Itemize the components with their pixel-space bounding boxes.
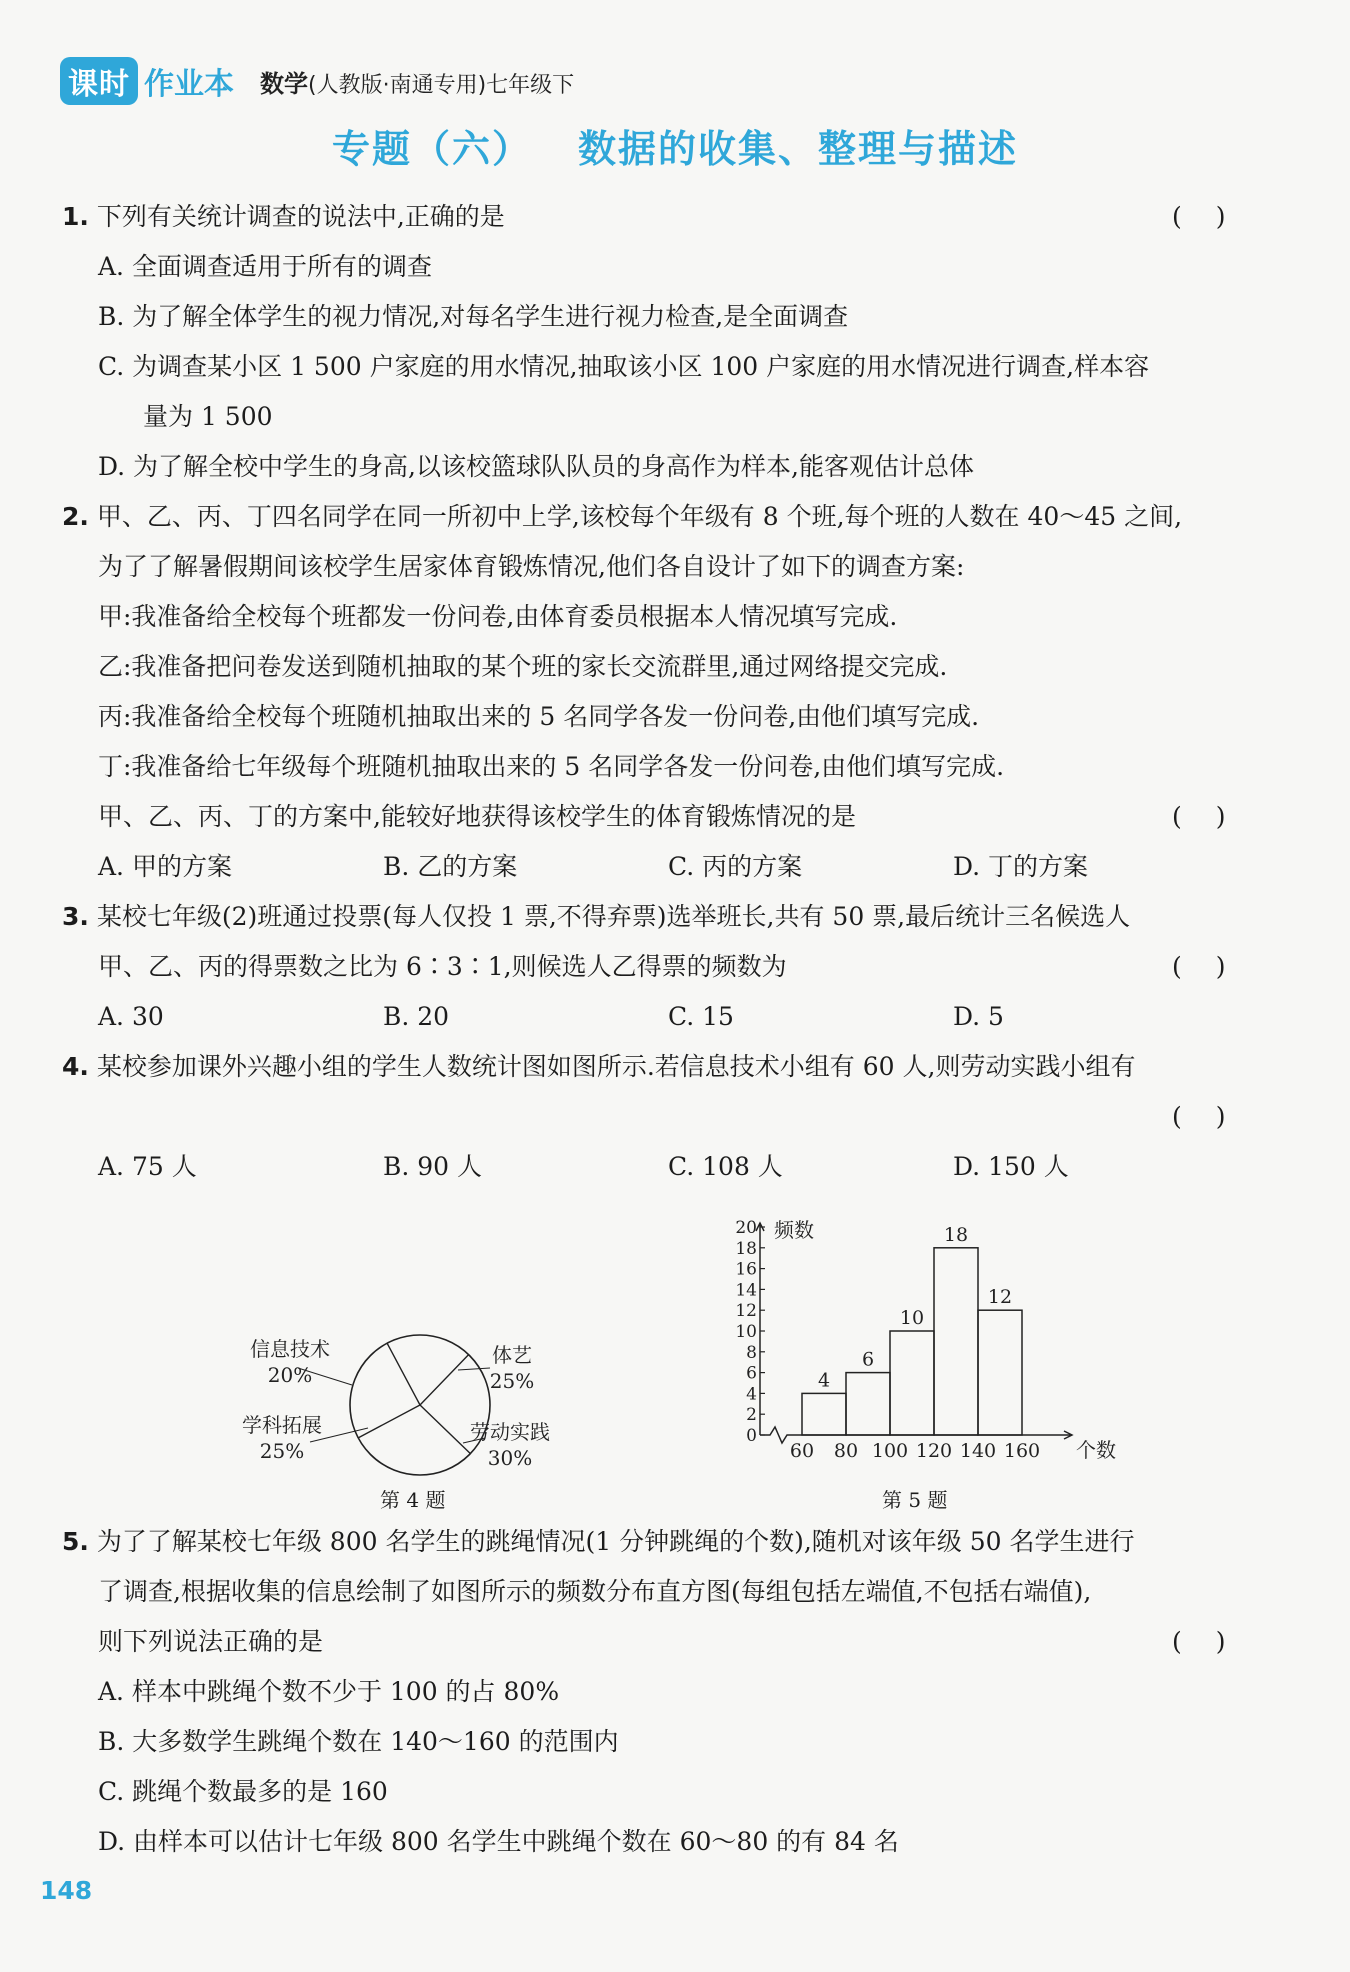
book-subject: 数学 bbox=[260, 69, 308, 98]
bar-value-label: 10 bbox=[899, 1307, 925, 1329]
pie-slice-value: 20% bbox=[267, 1363, 313, 1387]
y-tick-label: 2 bbox=[746, 1405, 757, 1426]
plan-yi: 乙:我准备把问卷发送到随机抽取的某个班的家长交流群里,通过网络提交完成. bbox=[98, 652, 948, 681]
logo-rest-text: 作业本 bbox=[144, 67, 234, 102]
histogram-bar bbox=[978, 1310, 1022, 1435]
bar-value-label: 18 bbox=[943, 1223, 969, 1246]
option-c-continued: 量为 1 500 bbox=[143, 402, 273, 431]
pie-slice-label: 学科拓展 bbox=[242, 1413, 322, 1437]
option-b[interactable]: B. 大多数学生跳绳个数在 140～160 的范围内 bbox=[98, 1727, 619, 1756]
y-tick-label: 0 bbox=[746, 1426, 757, 1446]
pie-slice-value: 25% bbox=[259, 1439, 305, 1463]
question-text-line: 为了了解暑假期间该校学生居家体育锻炼情况,他们各自设计了如下的调查方案: bbox=[98, 552, 965, 581]
y-tick-label: 6 bbox=[746, 1363, 757, 1384]
bar-value-label: 6 bbox=[861, 1348, 875, 1371]
option-b[interactable]: B. 20 bbox=[383, 1002, 450, 1031]
option-b[interactable]: B. 为了解全体学生的视力情况,对每名学生进行视力检查,是全面调查 bbox=[98, 302, 849, 331]
book-edition: (人教版·南通专用)七年级下 bbox=[308, 72, 575, 98]
bar-value-label: 4 bbox=[817, 1369, 831, 1392]
figure-5-caption: 第 5 题 bbox=[882, 1488, 948, 1512]
pie-slice-value: 30% bbox=[487, 1446, 533, 1470]
question-text-line: 了调查,根据收集的信息绘制了如图所示的频数分布直方图(每组包括左端值,不包括右端值), bbox=[98, 1577, 1092, 1606]
question-3 bbox=[62, 900, 1130, 934]
option-c[interactable]: C. 为调查某小区 1 500 户家庭的用水情况,抽取该小区 100 户家庭的用水情况进行调查,样本容 bbox=[98, 352, 1150, 381]
logo-main-text: 课时 bbox=[60, 57, 138, 105]
question-number: 3. bbox=[62, 902, 89, 931]
y-tick-label: 10 bbox=[735, 1322, 757, 1342]
answer-blank[interactable]: ( ) bbox=[1172, 802, 1226, 831]
option-c[interactable]: C. 丙的方案 bbox=[668, 852, 803, 881]
x-tick-label: 140 bbox=[959, 1440, 997, 1462]
histogram-figure-5 bbox=[720, 1205, 1120, 1475]
histogram-bar bbox=[846, 1373, 890, 1435]
option-c[interactable]: C. 跳绳个数最多的是 160 bbox=[98, 1777, 388, 1806]
histogram-bar bbox=[890, 1331, 934, 1435]
page-title bbox=[0, 118, 1350, 173]
question-number: 2. bbox=[62, 502, 89, 531]
pie-slice-label: 信息技术 bbox=[250, 1337, 330, 1361]
question-2 bbox=[62, 500, 1182, 534]
answer-blank[interactable]: ( ) bbox=[1172, 1102, 1226, 1131]
question-text-line: 甲、乙、丙的得票数之比为 6∶3∶1,则候选人乙得票的频数为 bbox=[98, 952, 787, 981]
x-tick-label: 160 bbox=[1003, 1440, 1041, 1462]
book-info bbox=[260, 64, 574, 99]
histogram-bar bbox=[802, 1393, 846, 1435]
option-c[interactable]: C. 15 bbox=[668, 1002, 734, 1031]
option-a[interactable]: A. 30 bbox=[98, 1002, 164, 1031]
question-text: 甲、乙、丙、丁四名同学在同一所初中上学,该校每个年级有 8 个班,每个班的人数在 40～45 之间, bbox=[96, 502, 1183, 531]
plan-bing: 丙:我准备给全校每个班随机抽取出来的 5 名同学各发一份问卷,由他们填写完成. bbox=[98, 702, 980, 731]
y-tick-label: 16 bbox=[735, 1259, 757, 1280]
x-tick-label: 60 bbox=[789, 1440, 815, 1462]
plan-ding: 丁:我准备给七年级每个班随机抽取出来的 5 名同学各发一份问卷,由他们填写完成. bbox=[98, 752, 1005, 781]
title-topic-number: 专题（六） bbox=[331, 127, 532, 171]
y-tick-label: 18 bbox=[735, 1238, 757, 1259]
pie-leader-line bbox=[458, 1368, 490, 1370]
option-b[interactable]: B. 90 人 bbox=[383, 1152, 483, 1181]
question-number: 5. bbox=[62, 1527, 89, 1556]
y-tick-label: 4 bbox=[746, 1384, 757, 1405]
option-d[interactable]: D. 由样本可以估计七年级 800 名学生中跳绳个数在 60～80 的有 84 名 bbox=[98, 1827, 899, 1856]
page-number: 148 bbox=[40, 1876, 93, 1905]
y-tick-label: 14 bbox=[735, 1280, 757, 1301]
pie-slice-label: 体艺 bbox=[492, 1343, 532, 1367]
y-axis-label: 频数 bbox=[774, 1218, 814, 1242]
histogram-bar bbox=[934, 1248, 978, 1435]
answer-blank[interactable]: ( ) bbox=[1172, 1627, 1226, 1656]
question-text: 为了了解某校七年级 800 名学生的跳绳情况(1 分钟跳绳的个数),随机对该年级 50 名学生进行 bbox=[96, 1527, 1135, 1556]
y-tick-label: 20 bbox=[735, 1218, 757, 1238]
pie-slice-value: 25% bbox=[489, 1369, 535, 1393]
option-a[interactable]: A. 样本中跳绳个数不少于 100 的占 80% bbox=[98, 1677, 560, 1706]
title-topic-name: 数据的收集、整理与描述 bbox=[578, 127, 1019, 171]
question-4 bbox=[62, 1050, 1135, 1084]
figure-4-caption: 第 4 题 bbox=[380, 1488, 446, 1512]
question-number: 4. bbox=[62, 1052, 89, 1081]
pie-slice-tiyi-boundary bbox=[420, 1355, 469, 1405]
x-axis-label: 个数 bbox=[1076, 1438, 1116, 1462]
pie-slice-xinxi-boundary bbox=[387, 1343, 420, 1405]
question-text: 某校参加课外兴趣小组的学生人数统计图如图所示.若信息技术小组有 60 人,则劳动实践小组有 bbox=[96, 1052, 1136, 1081]
option-d[interactable]: D. 丁的方案 bbox=[953, 852, 1089, 881]
x-tick-label: 80 bbox=[833, 1440, 859, 1462]
pie-slice-laodong-boundary bbox=[420, 1405, 470, 1454]
option-a[interactable]: A. 全面调查适用于所有的调查 bbox=[98, 252, 432, 281]
y-tick-label: 12 bbox=[735, 1301, 757, 1322]
pie-slice-xueke-boundary bbox=[358, 1405, 420, 1438]
question-5 bbox=[62, 1525, 1135, 1559]
pie-chart-figure-4 bbox=[220, 1310, 620, 1490]
x-tick-label: 120 bbox=[915, 1440, 953, 1462]
pie-slice-label: 劳动实践 bbox=[470, 1420, 550, 1444]
option-d[interactable]: D. 5 bbox=[953, 1002, 1004, 1031]
question-1 bbox=[62, 200, 505, 234]
option-b[interactable]: B. 乙的方案 bbox=[383, 852, 518, 881]
question-text-line: 则下列说法正确的是 bbox=[98, 1627, 324, 1656]
plan-jia: 甲:我准备给全校每个班都发一份问卷,由体育委员根据本人情况填写完成. bbox=[98, 602, 898, 631]
answer-blank[interactable]: ( ) bbox=[1172, 202, 1226, 231]
x-tick-label: 100 bbox=[871, 1440, 909, 1462]
question-text-line: 甲、乙、丙、丁的方案中,能较好地获得该校学生的体育锻炼情况的是 bbox=[98, 802, 856, 831]
brand-logo bbox=[60, 57, 234, 105]
answer-blank[interactable]: ( ) bbox=[1172, 952, 1226, 981]
question-text: 下列有关统计调查的说法中,正确的是 bbox=[96, 202, 505, 231]
option-d[interactable]: D. 150 人 bbox=[953, 1152, 1069, 1181]
question-text: 某校七年级(2)班通过投票(每人仅投 1 票,不得弃票)选举班长,共有 50 票,最后统计三名候选人 bbox=[96, 902, 1131, 931]
option-d[interactable]: D. 为了解全校中学生的身高,以该校篮球队队员的身高作为样本,能客观估计总体 bbox=[98, 452, 974, 481]
option-a[interactable]: A. 75 人 bbox=[98, 1152, 197, 1181]
y-tick-label: 8 bbox=[746, 1342, 757, 1363]
bar-value-label: 12 bbox=[987, 1286, 1013, 1309]
question-number: 1. bbox=[62, 202, 89, 231]
page-header bbox=[60, 56, 574, 106]
option-a[interactable]: A. 甲的方案 bbox=[98, 852, 232, 881]
option-c[interactable]: C. 108 人 bbox=[668, 1152, 783, 1181]
